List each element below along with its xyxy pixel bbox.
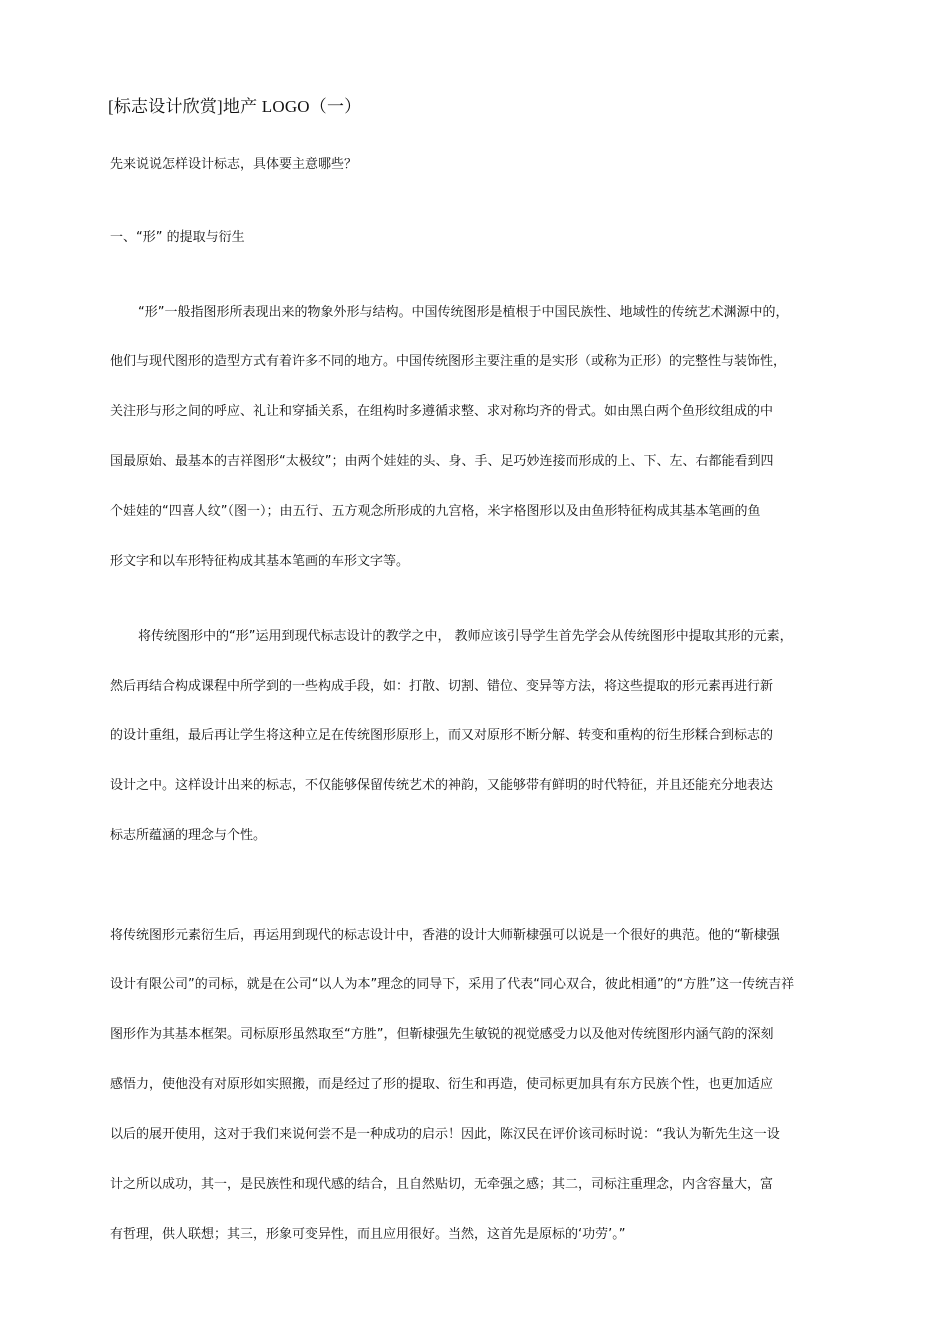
section-heading: 一、“形” 的提取与衍生 <box>110 230 245 245</box>
paragraph-line: 个娃娃的“四喜人纹”（图一）；由五行、五方观念所形成的九宫格，米字格图形以及由鱼形特征构成其基本笔画的鱼 <box>110 504 761 519</box>
paragraph-line: 国最原始、最基本的吉祥图形“太极纹”；由两个娃娃的头、身、手、足巧妙连接而形成的上、下、左、右都能看到四 <box>110 454 774 469</box>
paragraph-line: 关注形与形之间的呼应、礼让和穿插关系，在组构时多遵循求整、求对称均齐的骨式。如由黑白两个鱼形纹组成的中 <box>110 404 774 419</box>
paragraph-line: “形”一般指图形所表现出来的物象外形与结构。中国传统图形是植根于中国民族性、地域性的传统艺术渊源中的， <box>138 305 789 320</box>
paragraph-line: 计之所以成功，其一，是民族性和现代感的结合，且自然贴切，无牵强之感；其二，司标注重理念，内含容量大，富 <box>110 1177 774 1192</box>
paragraph-line: 的设计重组，最后再让学生将这种立足在传统图形原形上，而又对原形不断分解、转变和重构的衍生形糅合到标志的 <box>110 728 774 743</box>
paragraph-line: 感悟力，使他没有对原形如实照搬，而是经过了形的提取、衍生和再造，使司标更加具有东方民族个性，也更加适应 <box>110 1077 774 1092</box>
paragraph-line: 标志所蕴涵的理念与个性。 <box>110 828 267 843</box>
paragraph-line: 然后再结合构成课程中所学到的一些构成手段，如：打散、切割、错位、变异等方法，将这些提取的形元素再进行新 <box>110 679 774 694</box>
paragraph-line: 图形作为其基本框架。司标原形虽然取至“方胜”，但靳棣强先生敏锐的视觉感受力以及他对传统图形内涵气韵的深刻 <box>110 1027 774 1042</box>
paragraph-line: 有哲理，供人联想；其三，形象可变异性，而且应用很好。当然，这首先是原标的‘功劳’。” <box>110 1227 626 1242</box>
paragraph-line: 将传统图形中的“形”运用到现代标志设计的教学之中， 教师应该引导学生首先学会从传统图形中提取其形的元素， <box>138 629 793 644</box>
paragraph-line: 形文字和以车形特征构成其基本笔画的车形文字等。 <box>110 554 410 569</box>
paragraph-line: 他们与现代图形的造型方式有着许多不同的地方。中国传统图形主要注重的是实形（或称为正形）的完整性与装饰性， <box>110 354 787 369</box>
paragraph-line: 将传统图形元素衍生后，再运用到现代的标志设计中，香港的设计大师靳棣强可以说是一个很好的典范。他的“靳棣强 <box>110 928 780 943</box>
document-title: [标志设计欣赏]地产 LOGO（一） <box>108 97 362 116</box>
paragraph-line: 以后的展开使用，这对于我们来说何尝不是一种成功的启示！因此，陈汉民在评价该司标时说：“我认为靳先生这一设 <box>110 1127 780 1142</box>
intro-text: 先来说说怎样设计标志，具体要主意哪些？ <box>110 157 358 172</box>
paragraph-line: 设计有限公司”的司标，就是在公司“以人为本”理念的同导下，采用了代表“同心双合，彼此相通”的“方胜”这一传统吉祥 <box>110 977 795 992</box>
paragraph-line: 设计之中。这样设计出来的标志，不仅能够保留传统艺术的神韵，又能够带有鲜明的时代特征，并且还能充分地表达 <box>110 778 774 793</box>
